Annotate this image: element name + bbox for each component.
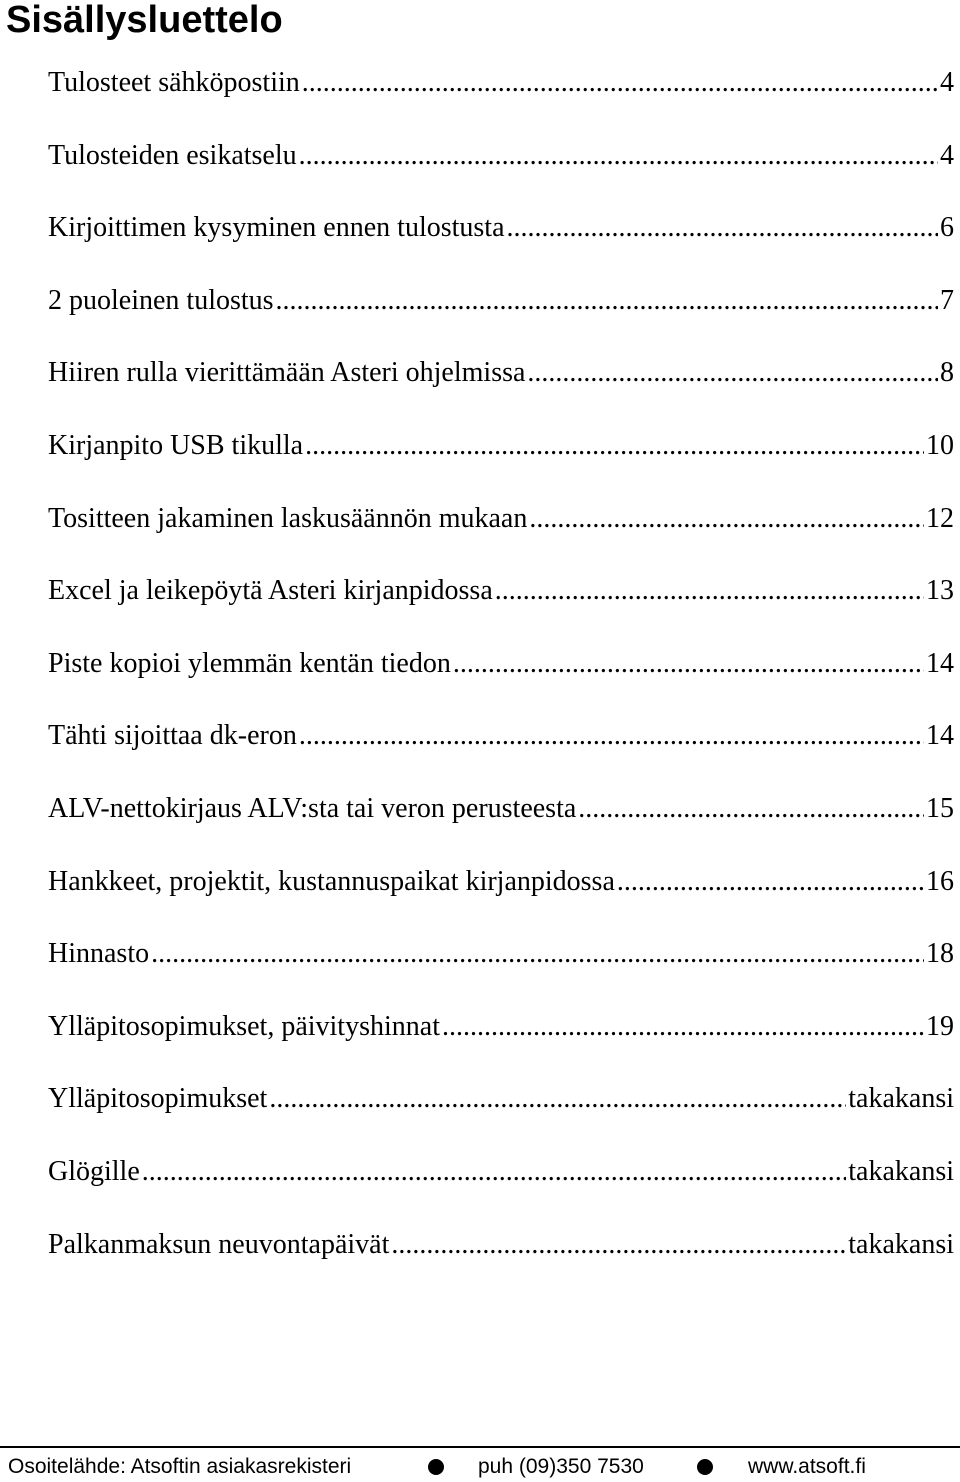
toc-leader-dots — [305, 427, 924, 465]
toc-entry-title: Piste kopioi ylemmän kentän tiedon — [48, 647, 451, 679]
toc-entry[interactable] — [48, 137, 954, 210]
toc-entry-page: 12 — [926, 502, 954, 534]
toc-leader-dots — [527, 354, 938, 392]
toc-entry-page: 7 — [940, 284, 954, 316]
toc-leader-dots — [151, 935, 924, 973]
toc-entry-title: Hankkeet, projektit, kustannuspaikat kirjanpidossa — [48, 865, 615, 897]
toc-entry[interactable] — [48, 1153, 954, 1226]
footer-source-text: Osoitelähde: Atsoftin asiakasrekisteri — [8, 1455, 352, 1478]
toc-entry[interactable] — [48, 1080, 954, 1153]
toc-leader-dots — [442, 1008, 924, 1046]
toc-entry-page: 6 — [940, 212, 954, 244]
toc-entry-title: Hiiren rulla vierittämään Asteri ohjelmissa — [48, 357, 526, 389]
toc-leader-dots — [299, 717, 924, 755]
toc-entry-page: 10 — [926, 429, 954, 461]
footer-website-link[interactable]: www.atsoft.fi — [748, 1455, 866, 1478]
toc-leader-dots — [302, 64, 938, 102]
toc-leader-dots — [269, 1080, 846, 1118]
toc-entry-title: Excel ja leikepöytä Asteri kirjanpidossa — [48, 575, 493, 607]
toc-entry[interactable] — [48, 790, 954, 863]
footer — [0, 1452, 960, 1482]
toc-entry-page: 14 — [926, 647, 954, 679]
toc-entry-page: takakansi — [848, 1228, 954, 1260]
toc-entry-page: 15 — [926, 792, 954, 824]
toc-entry-page: 8 — [940, 357, 954, 389]
toc-entry-page: takakansi — [848, 1155, 954, 1187]
toc-entry-page: 19 — [926, 1010, 954, 1042]
footer-phone-text: puh (09)350 7530 — [478, 1455, 644, 1478]
toc-leader-dots — [495, 572, 924, 610]
toc-leader-dots — [507, 209, 938, 247]
toc-leader-dots — [391, 1226, 846, 1264]
toc-entry[interactable] — [48, 209, 954, 282]
toc-entry-title: Ylläpitosopimukset, päivityshinnat — [48, 1010, 440, 1042]
toc-entry-page: 14 — [926, 720, 954, 752]
toc-leader-dots — [529, 500, 924, 538]
toc-entry-page: 13 — [926, 575, 954, 607]
toc-entry-title: Kirjoittimen kysyminen ennen tulostusta — [48, 212, 505, 244]
toc-entry-title: Tositteen jakaminen laskusäännön mukaan — [48, 502, 528, 534]
toc-entry-title: Ylläpitosopimukset — [48, 1083, 268, 1115]
toc-entry-title: ALV-nettokirjaus ALV:sta tai veron perusteesta — [48, 792, 577, 824]
toc-entry[interactable] — [48, 717, 954, 790]
toc-entry-title: Hinnasto — [48, 938, 150, 970]
toc-leader-dots — [453, 645, 924, 683]
toc-entry-title: Palkanmaksun neuvontapäivät — [48, 1228, 390, 1260]
toc-entry-title: Tulosteet sähköpostiin — [48, 67, 300, 98]
toc-entry-page: takakansi — [848, 1083, 954, 1115]
toc-entry[interactable] — [48, 572, 954, 645]
toc-leader-dots — [617, 863, 924, 901]
toc-entry[interactable] — [48, 500, 954, 573]
toc-entry-page: 4 — [940, 139, 954, 171]
toc-entry[interactable] — [48, 282, 954, 355]
page-title: Sisällysluettelo — [6, 0, 283, 41]
toc-entry-title: Tähti sijoittaa dk-eron — [48, 720, 297, 752]
toc-entry-page: 16 — [926, 865, 954, 897]
toc-entry[interactable] — [48, 1008, 954, 1081]
toc-entry[interactable] — [48, 354, 954, 427]
toc-entry-title: Tulosteiden esikatselu — [48, 139, 297, 171]
table-of-contents — [48, 64, 954, 1298]
bullet-dot-icon — [697, 1459, 713, 1475]
toc-leader-dots — [578, 790, 924, 828]
toc-leader-dots — [142, 1153, 846, 1191]
toc-entry[interactable] — [48, 935, 954, 1008]
toc-entry[interactable] — [48, 863, 954, 936]
toc-entry-title: 2 puoleinen tulostus — [48, 284, 274, 316]
toc-entry[interactable] — [48, 427, 954, 500]
toc-leader-dots — [276, 282, 938, 320]
toc-entry-title: Kirjanpito USB tikulla — [48, 429, 304, 461]
toc-entry-title: Glögille — [48, 1155, 140, 1187]
footer-divider — [0, 1446, 960, 1448]
toc-entry[interactable] — [48, 645, 954, 718]
toc-entry-page: 4 — [940, 67, 954, 98]
toc-leader-dots — [299, 137, 938, 175]
toc-entry[interactable] — [48, 1226, 954, 1299]
toc-entry[interactable] — [48, 64, 954, 137]
toc-entry-page: 18 — [926, 938, 954, 970]
bullet-dot-icon — [428, 1459, 444, 1475]
